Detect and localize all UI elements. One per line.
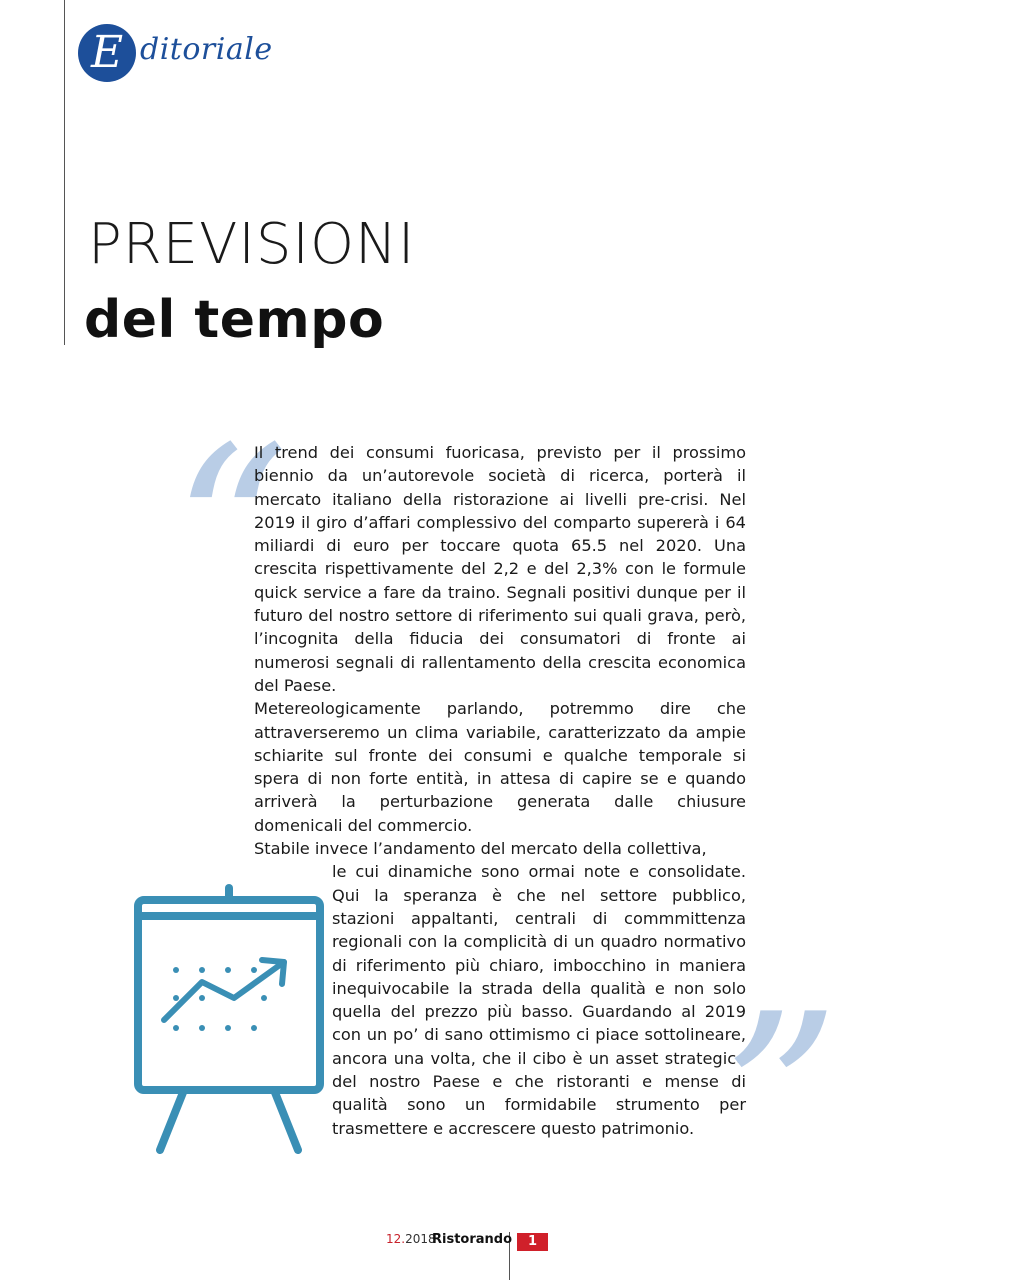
article-paragraph-2: Metereologicamente parlando, potremmo dire che attraverseremo un clima variabile, caratterizzato da ampie schiarite sul fronte dei consumi e qualche temporale si spera di non forte entità, in attesa di capire se e quando arriverà la perturbazione generata dalle chiusure domenicali del commercio.: [254, 699, 746, 835]
presentation-easel-chart-icon: [134, 884, 324, 1154]
footer-month: 12.: [386, 1232, 406, 1246]
footer-year: 2018: [405, 1232, 436, 1246]
article-paragraph-1: Il trend dei consumi fuoricasa, previsto per il prossimo biennio da un’autorevole società di ricerca, porterà il mercato italiano della ristorazione ai livelli pre-crisi. Nel 2019 il giro d’affari complessivo del comparto supererà i 64 miliardi di euro per toccare quota 65.5 nel 2020. Una crescita rispettivamente del 2,2 e del 2,3% con le formule quick service a fare da traino. Segnali positivi dunque per il futuro del nostro settore di riferimento sui quali grava, però, l’incognita della fiducia dei consumatori di fronte ai numerosi segnali di rallentamento della crescita economica del Paese.: [254, 443, 746, 695]
section-badge: [78, 24, 338, 86]
footer-magazine-name: Ristorando: [432, 1232, 513, 1247]
article-paragraph-3: le cui dinamiche sono ormai note e consolidate. Qui la speranza è che nel settore pubblico, stazioni appaltanti, centrali di commmittenza regionali con la complicità di un quadro normativo di riferimento più chiaro, imbocchino in maniera inequivocabile la strada della qualità e non solo quella del prezzo più basso. Guardando al 2019 con un po’ di sano ottimismo ci piace sottolineare, ancora una volta, che il cibo è un asset strategico del nostro Paese e che ristoranti e mense di qualità sono un formidabile strumento per trasmettere e accrescere questo patrimonio.: [332, 862, 746, 1138]
left-vertical-rule: [64, 0, 65, 345]
opening-quote-mark: “: [172, 399, 290, 666]
closing-quote-mark: ”: [722, 966, 840, 1233]
article-body: [254, 441, 746, 1140]
headline-line1: PREVISIONI: [88, 212, 416, 277]
headline-line2: del tempo: [84, 290, 385, 350]
article-paragraph-3-lead: Stabile invece l’andamento del mercato della collettiva,: [254, 839, 707, 859]
page-number: 1: [517, 1233, 548, 1251]
section-initial-circle: E: [78, 24, 136, 82]
section-name: ditoriale: [140, 32, 273, 67]
footer-issue-date: [386, 1232, 436, 1254]
